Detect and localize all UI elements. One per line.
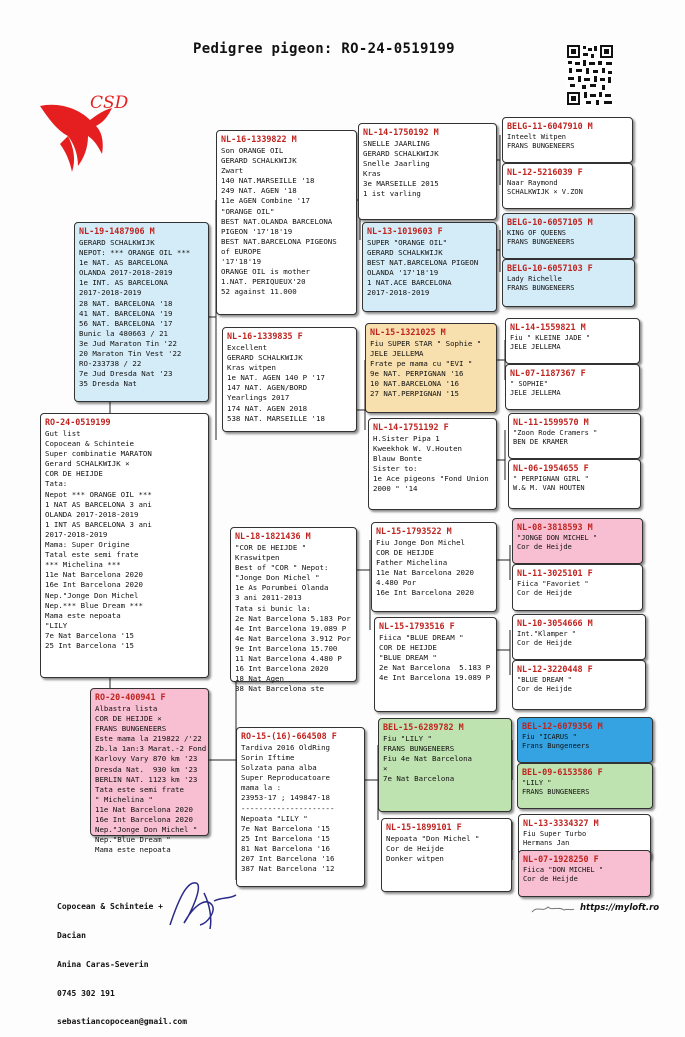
csd-logo [38, 92, 148, 192]
ring-number: NL-14-1559821 M [510, 322, 586, 332]
pedigree-note-line: Frans Bungeneers [522, 742, 590, 751]
ring-number: NL-13-3334327 M [523, 818, 599, 828]
pedigree-note-line: 11 Nat Barcelona 4.480 P [235, 654, 342, 664]
ring-number: BELG-11-6047910 M [507, 121, 593, 131]
pedigree-note-line: 1e NAT. AS BARCELONA [79, 258, 168, 268]
ring-number: NL-16-1339822 M [221, 134, 297, 144]
pedigree-card-ggs-5[interactable] [371, 522, 497, 612]
pedigree-note-line: Nepot *** ORANGE OIL *** [45, 489, 152, 499]
pedigree-note-line: Dresda Nat. 930 km '23 [95, 764, 198, 774]
pedigree-note-line: Son ORANGE OIL [221, 146, 284, 155]
pedigree-card-ggs-6[interactable] [374, 617, 497, 712]
ring-number: NL-13-1019603 F [367, 226, 443, 236]
pedigree-note-line: Albastra lista [95, 704, 158, 713]
pedigree-note-line: 387 Nat Barcelona '12 [241, 864, 335, 874]
ring-number: NL-15-1793522 M [376, 526, 452, 536]
pedigree-note-line: SNELLE JAARLING [363, 139, 430, 148]
pedigree-note-line: Int."Klamper " [517, 630, 577, 638]
pedigree-note-line: " Michelina " [95, 794, 153, 804]
pedigree-note-line: 25 Int Barcelona '15 [241, 833, 330, 843]
pedigree-card-g5-13[interactable] [517, 717, 653, 763]
pedigree-card-g5-12[interactable] [512, 660, 646, 710]
pedigree-note-line: Cor de Heijde [523, 875, 578, 884]
pedigree-note-line: JELE JELLEMA [510, 389, 561, 398]
pedigree-note-line: 9e NAT. PERPIGNAN '16 [370, 369, 464, 379]
pedigree-note-line: Cor de Heijde [386, 844, 444, 854]
pedigree-note-line: BERLIN NAT. 1123 km '23 [95, 774, 198, 784]
pedigree-note-line: 4.480 Por [376, 578, 417, 588]
pedigree-note-line: Fiu 4e Nat Barcelona [383, 754, 472, 764]
pedigree-note-line: 25 Int Barcelona '15 [45, 640, 134, 650]
pedigree-note-line: 11e AGEN Combine '17 [221, 196, 310, 206]
pedigree-card-g5-9[interactable] [512, 518, 643, 564]
pedigree-note-line: 4e Nat Barcelona 3.912 Por [235, 633, 351, 643]
pedigree-note-line: 2017-2018-2019 [79, 288, 142, 298]
pedigree-note-line: GERARD SCHALKWIJK [363, 149, 439, 159]
pedigree-note-line: 18 Nat Agen [235, 674, 284, 684]
pedigree-note-line: Fiica "DON MICHEL " [523, 866, 604, 874]
pedigree-card-g5-10[interactable] [512, 564, 643, 611]
pedigree-note-line: Zb.la 1an:3 Marat.-2 Fond [95, 744, 207, 754]
pedigree-note-line: 1e INT. AS BARCELONA [79, 278, 168, 288]
contact-line: Copocean & Schinteie + [57, 902, 163, 912]
pedigree-note-line: GERARD SCHALKWIJK [221, 156, 297, 166]
pedigree-note-line: "Jonge Don Michel " [235, 573, 320, 583]
pedigree-note-line: Naar Raymond [507, 179, 558, 187]
pedigree-note-line: 27 NAT.PERPIGNAN '15 [370, 389, 459, 399]
pedigree-note-line: '17'18'19 [221, 257, 262, 267]
ring-number: NL-15-1321025 M [370, 327, 446, 337]
pedigree-note-line: 3 ani 2011-2013 [235, 593, 302, 603]
ring-number: NL-12-5216039 F [507, 167, 583, 177]
pedigree-note-line: 1 INT AS BARCELONA 3 ani [45, 519, 152, 529]
ring-number: NL-10-3054666 M [517, 618, 593, 628]
pedigree-note-line: Fiu Super Turbo [523, 830, 587, 838]
pedigree-note-line: Nep.*** Blue Dream *** [45, 600, 143, 610]
pedigree-note-line: --------------------- [241, 803, 335, 813]
pedigree-card-g5-6[interactable] [505, 364, 640, 410]
pedigree-note-line: KING OF QUEENS [507, 229, 567, 237]
pedigree-note-line: FRANS BUNGENEERS [383, 744, 455, 754]
ring-number: BELG-10-6057103 F [507, 263, 593, 273]
pedigree-note-line: "BLUE DREAM " [379, 653, 437, 663]
pedigree-note-line: Lady Richelle [507, 275, 562, 283]
pedigree-note-line: 35 Dresda Nat [79, 379, 137, 389]
pedigree-note-line: PIGEON '17'18'19 [221, 226, 293, 236]
qr-code-icon [566, 44, 614, 106]
pedigree-note-line: "COR DE HEIJDE " [235, 543, 307, 552]
pedigree-note-line: H.Sister Pipa 1 [373, 434, 440, 443]
pedigree-note-line: Fiu Jonge Don Michel [376, 538, 465, 547]
breeder-contact [57, 883, 187, 1037]
pedigree-card-ggs-1[interactable] [358, 123, 497, 220]
pedigree-note-line: OLANDA '17'18'19 [367, 268, 439, 278]
pedigree-note-line: RO-233738 / 22 [79, 359, 142, 369]
pedigree-card-ggs-2[interactable] [362, 222, 497, 312]
pedigree-note-line: 11e Nat Barcelona 2020 [95, 804, 193, 814]
pedigree-note-line: 16e Int Barcelona 2020 [95, 815, 193, 825]
pedigree-note-line: 52 against 11.000 [221, 287, 297, 297]
pedigree-note-line: "LILY [45, 620, 68, 630]
pedigree-note-line: Cor de Heijde [517, 639, 572, 648]
pedigree-note-line: 7e Nat Barcelona [383, 774, 455, 784]
ring-number: NL-14-1751192 F [373, 422, 449, 432]
contact-line: Dacian [57, 930, 86, 940]
pedigree-note-line: Fiica "BLUE DREAM " [379, 633, 464, 642]
pedigree-note-line: Kweekhok W. V.Houten [373, 444, 462, 454]
pedigree-note-line: OLANDA 2017-2018-2019 [79, 268, 173, 278]
pedigree-note-line: Bunic la 480663 / 21 [79, 328, 168, 338]
pedigree-card-g5-7[interactable] [508, 413, 641, 459]
pedigree-note-line: " PERPIGNAN GIRL " [513, 475, 589, 483]
pedigree-card-g5-1[interactable] [502, 117, 633, 163]
pedigree-card-g5-3[interactable] [502, 213, 635, 259]
pedigree-note-line: 11e Nat Barcelona 2020 [376, 568, 474, 578]
pedigree-note-line: GERARD SCHALKWIJK [79, 238, 155, 247]
ring-number: RO-15-(16)-664508 F [241, 731, 337, 741]
pedigree-note-line: FRANS BUNGENEERS [95, 724, 167, 734]
website-url[interactable]: https://myloft.ro [580, 903, 660, 913]
pedigree-note-line: 2e Nat Barcelona 5.183 Por [235, 613, 351, 623]
pedigree-note-line: 11e Nat Barcelona 2020 [45, 570, 143, 580]
pedigree-note-line: Inteelt Witpen [507, 133, 567, 141]
ring-number: BELG-10-6057105 M [507, 217, 593, 227]
ring-number: NL-08-3818593 M [517, 522, 593, 532]
ring-number: NL-14-1750192 M [363, 127, 439, 137]
pedigree-note-line: Yearlings 2017 [227, 393, 290, 403]
pedigree-note-line: NEPOT: *** ORANGE OIL *** [79, 248, 191, 258]
pedigree-note-line: 23953-17 ; 149847-18 [241, 793, 330, 803]
pedigree-note-line: Sorin Iftime [241, 753, 295, 763]
pedigree-note-line: 7e Jud Dresda Nat '23 [79, 369, 173, 379]
pedigree-note-line: 7e Nat Barcelona '15 [241, 823, 330, 833]
pedigree-note-line: FRANS BUNGENEERS [507, 238, 575, 247]
pedigree-note-line: 1 NAT.ACE BARCELONA [367, 278, 452, 288]
pedigree-note-line: 3e MARSEILLE 2015 [363, 179, 439, 189]
ring-number: BEL-09-6153586 F [522, 767, 603, 777]
pedigree-note-line: Este mama la 219822 /'22 [95, 734, 202, 744]
pedigree-note-line: Nep."Jonge Don Michel " [95, 825, 198, 835]
pedigree-note-line: Solzata pana alba [241, 763, 317, 773]
pedigree-note-line: 10 NAT.BARCELONA '16 [370, 379, 459, 389]
pedigree-card-ggs-3[interactable] [365, 323, 497, 413]
pedigree-note-line: Frate pe mama cu "EVI " [370, 359, 473, 369]
pedigree-note-line: Kras witpen [227, 363, 276, 373]
pedigree-note-line: 2017-2018-2019 [45, 529, 108, 539]
pedigree-note-line: 207 Int Barcelona '16 [241, 854, 335, 864]
pedigree-note-line: Father Michelina [376, 558, 448, 568]
pedigree-note-line: 4e Int Barcelona 19.089 P [379, 673, 491, 683]
pedigree-note-line: Zwart [221, 166, 244, 176]
pedigree-note-line: OLANDA 2017-2018-2019 [45, 509, 139, 519]
ring-number: RO-20-400941 F [95, 692, 166, 702]
pedigree-note-line: Blauw Bonte [373, 454, 422, 464]
pedigree-note-line: SUPER "ORANGE OIL" [367, 238, 448, 247]
pedigree-note-line: Super combinatie MARATON [45, 449, 152, 459]
contact-email: sebastiancopocean@gmail.com [57, 1017, 188, 1027]
pedigree-note-line: ORANGE OIL is mother [221, 267, 310, 277]
pedigree-note-line: × [383, 764, 388, 774]
pedigree-note-line: 2000 " '14 [373, 484, 418, 494]
pedigree-note-line: SCHALKWIJK × V.ZON [507, 188, 583, 197]
small-signature-mark [530, 903, 576, 915]
pedigree-card-gs-1[interactable] [216, 130, 357, 315]
pedigree-note-line: 140 NAT.MARSEILLE '18 [221, 176, 315, 186]
pedigree-note-line: 38 Nat Barcelona ste [235, 684, 324, 694]
page-title: Pedigree pigeon: RO-24-0519199 [193, 41, 455, 57]
pedigree-note-line: BEST NAT.BARCELONA PIGEONS [221, 236, 337, 246]
pedigree-note-line: BEST NAT.OLANDA BARCELONA [221, 216, 333, 226]
pedigree-note-line: 174 NAT. AGEN 2018 [227, 403, 308, 413]
pedigree-note-line: Hermans Jan [523, 839, 570, 848]
ring-number: NL-16-1339835 F [227, 331, 303, 341]
pedigree-note-line: COR DE HEIJDE × [95, 714, 162, 724]
contact-line: Anina Caras-Severin [57, 959, 149, 969]
pedigree-card-sire[interactable] [74, 222, 209, 402]
pedigree-note-line: Cor de Heijde [517, 543, 572, 552]
pedigree-note-line: 16 Int Barcelona 2020 [235, 664, 329, 674]
ring-number: NL-12-3220448 F [517, 664, 593, 674]
ring-number: NL-15-1899101 F [386, 822, 462, 832]
pedigree-card-g5-8[interactable] [508, 459, 641, 509]
pedigree-card-gs-4[interactable] [236, 727, 365, 887]
pedigree-note-line: COR DE HEIJDE [376, 548, 434, 558]
pedigree-note-line: Gut list [45, 429, 81, 438]
ring-number: NL-11-1599570 M [513, 417, 589, 427]
pedigree-note-line: 81 Nat Barcelona '16 [241, 843, 330, 853]
pedigree-note-line: 9e Int Barcelona 15.700 [235, 643, 338, 653]
pedigree-note-line: 147 NAT. AGEN/BORD [227, 383, 308, 393]
pedigree-note-line: Mama este nepoata [45, 610, 121, 620]
pedigree-note-line: 3e Jud Maraton Tin '22 [79, 338, 177, 348]
pedigree-note-line: Excellent [227, 343, 268, 352]
ring-number: BEL-12-6079356 M [522, 721, 603, 731]
pedigree-card-ggs-8[interactable] [381, 818, 512, 892]
pedigree-note-line: Mama este nepoata [95, 845, 171, 855]
pedigree-note-line: "BLUE DREAM " [517, 676, 572, 684]
pedigree-card-g5-14[interactable] [517, 763, 653, 809]
pedigree-note-line: Tata este semi frate [95, 784, 184, 794]
pedigree-note-line: 1 ist varling [363, 189, 421, 199]
contact-line: 0745 302 191 [57, 988, 115, 998]
pedigree-note-line: Tata: [45, 479, 68, 489]
pedigree-note-line: FRANS BUNGENEERS [522, 788, 590, 797]
ring-number: NL-19-1487906 M [79, 226, 155, 236]
pedigree-note-line: BEN DE KRAMER [513, 438, 568, 447]
pedigree-note-line: Nep."Blue Dream " [95, 835, 171, 845]
pedigree-card-g5-11[interactable] [512, 614, 646, 660]
pedigree-note-line: BEST NAT.BARCELONA PIGEON [367, 258, 479, 268]
pedigree-note-line: Sister to: [373, 464, 418, 474]
pedigree-note-line: Tata si bunic la: [235, 603, 311, 613]
pedigree-note-line: 2017-2018-2019 [367, 288, 430, 298]
pedigree-note-line: Nepoata "LILY " [241, 813, 308, 823]
ring-number: NL-07-1928250 F [523, 854, 599, 864]
pedigree-note-line: W.& M. VAN HOUTEN [513, 484, 585, 493]
pedigree-note-line: Karlovy Vary 870 km '23 [95, 754, 198, 764]
pedigree-note-line: "JONGE DON MICHEL " [517, 534, 598, 542]
pedigree-note-line: 7e Nat Barcelona '15 [45, 630, 134, 640]
pedigree-note-line: Nepoata "Don Michel " [386, 834, 480, 843]
ring-number: RO-24-0519199 [45, 417, 111, 427]
pedigree-note-line: Tardiva 2016 OldRing [241, 743, 330, 752]
pedigree-note-line: Fiu "ICARUS " [522, 733, 577, 741]
pedigree-note-line: 4e Int Barcelona 19.089 P [235, 623, 347, 633]
pedigree-note-line: mama la : [241, 783, 282, 793]
pedigree-note-line: "Zoon Rode Cramers " [513, 429, 598, 437]
ring-number: NL-06-1954655 F [513, 463, 589, 473]
pedigree-note-line: 1.NAT. PERIQUEUX'20 [221, 277, 306, 287]
pedigree-note-line: Tatal este semi frate [45, 550, 139, 560]
pedigree-card-ggs-7[interactable] [378, 718, 512, 812]
pedigree-note-line: JELE JELLEMA [510, 343, 561, 352]
ring-number: NL-18-1821436 M [235, 531, 311, 541]
pedigree-note-line: JELE JELLEMA [370, 349, 424, 359]
ring-number: NL-11-3025101 F [517, 568, 593, 578]
pedigree-note-line: 16e Int Barcelona 2020 [45, 580, 143, 590]
pedigree-card-ggs-4[interactable] [368, 418, 497, 510]
pedigree-note-line: 56 NAT. BARCELONA '17 [79, 318, 173, 328]
pedigree-note-line: 1e Ace pigeons "Fond Union [373, 474, 489, 484]
pedigree-note-line: Kraswitpen [235, 553, 280, 563]
pedigree-note-line: 1e NAT. AGEN 140 P '17 [227, 373, 325, 383]
pedigree-note-line: 2e Nat Barcelona 5.183 P [379, 663, 491, 673]
pedigree-note-line: GERARD SCHALKWIJK [227, 353, 303, 363]
pedigree-note-line: Best of "COR " Nepot: [235, 563, 329, 573]
pedigree-note-line: GERARD SCHALKWIJK [367, 248, 443, 258]
pedigree-note-line: Super Reproducatoare [241, 773, 330, 783]
pedigree-note-line: COR DE HEIJDE [45, 469, 103, 479]
pedigree-card-main[interactable] [40, 413, 209, 678]
pedigree-note-line: "LILY " [522, 779, 552, 787]
pedigree-note-line: Donker witpen [386, 854, 444, 864]
pedigree-note-line: of EUROPE [221, 246, 262, 256]
pedigree-card-g5-4[interactable] [502, 259, 635, 307]
pedigree-card-gs-3[interactable] [230, 527, 357, 694]
logo-text: CSD [90, 93, 129, 113]
pedigree-note-line: " SOPHIE" [510, 380, 548, 388]
pedigree-note-line: 538 NAT. MARSEILLE '18 [227, 413, 325, 423]
pedigree-note-line: 1 NAT AS BARCELONA 3 ani [45, 499, 152, 509]
pedigree-note-line: Snelle Jaarling [363, 159, 430, 169]
ring-number: BEL-15-6289782 M [383, 722, 464, 732]
pedigree-note-line: 20 Maraton Tin Vest '22 [79, 349, 182, 359]
pedigree-note-line: 249 NAT. AGEN '18 [221, 186, 297, 196]
pedigree-note-line: Gerard SCHALKWIJK × [45, 459, 130, 469]
pedigree-note-line: Nep."Jonge Don Michel [45, 590, 139, 600]
pedigree-note-line: Fiu " KLEINE JADE " [510, 334, 591, 342]
pedigree-card-gs-2[interactable] [222, 327, 357, 432]
pedigree-note-line: 16e Int Barcelona 2020 [376, 588, 474, 598]
pedigree-card-g5-2[interactable] [502, 163, 633, 209]
pedigree-note-line: Cor de Heijde [517, 589, 572, 598]
pedigree-note-line: Copocean & Schinteie [45, 439, 134, 449]
pedigree-note-line: 1e As Porumbei Olanda [235, 583, 329, 593]
pedigree-note-line: Fiica "Favoriet " [517, 580, 589, 588]
pedigree-card-g5-5[interactable] [505, 318, 640, 364]
pedigree-card-g5-16[interactable] [518, 850, 651, 897]
pedigree-note-line: COR DE HEIJDE [379, 643, 437, 653]
pedigree-note-line: 41 NAT. BARCELONA '19 [79, 308, 173, 318]
pedigree-note-line: Cor de Heijde [517, 685, 572, 694]
pedigree-note-line: Mama: Super Origine [45, 540, 130, 550]
pedigree-note-line: Kras [363, 169, 381, 179]
ring-number: NL-15-1793516 F [379, 621, 455, 631]
pedigree-card-dam[interactable] [90, 688, 209, 855]
pedigree-note-line: 28 NAT. BARCELONA '18 [79, 298, 173, 308]
pedigree-note-line: Fiu SUPER STAR " Sophie " [370, 339, 482, 348]
ring-number: NL-07-1187367 F [510, 368, 586, 378]
pedigree-note-line: Fiu "LILY " [383, 734, 432, 743]
pedigree-note-line: FRANS BUNGENEERS [507, 142, 575, 151]
pedigree-note-line: FRANS BUNGENEERS [507, 284, 575, 293]
pedigree-note-line: "ORANGE OIL" [221, 206, 275, 216]
pedigree-note-line: *** Michelina *** [45, 560, 121, 570]
